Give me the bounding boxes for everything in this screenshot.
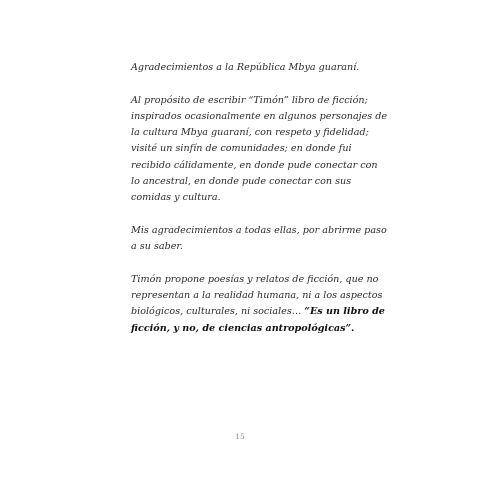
paragraph-line: a su saber. [131,241,183,253]
paragraph-line: inspirados ocasionalmente en algunos personajes de [131,110,388,122]
emphasis-quote: “Es un libro de [304,306,385,318]
paragraph-line: Mis agradecimientos a todas ellas, por abrirme paso [131,224,387,236]
paragraph-line: recibido cálidamente, en donde pude conectar con [131,159,378,171]
heading-line: Agradecimientos a la República Mbya guaraní. [131,62,360,73]
page-number: 15 [235,432,245,441]
acknowledgement-heading [131,60,371,76]
paragraph-line: Timón propone poesías y relatos de ficción, que no [131,273,379,285]
paragraph-line: visité un sinfín de comunidades; en donde fui [131,143,352,155]
paragraph-line: representan a la realidad humana, ni a los aspectos [131,290,383,302]
paragraph-line [131,304,385,320]
paragraph-line: Al propósito de escribir “Timón” libro de ficción; [131,94,368,106]
page-body [131,60,388,353]
emphasis-quote: ficción, y no, de ciencias antropológicas”. [131,322,355,334]
paragraph-thanks [131,223,387,256]
paragraph-line: lo ancestral, en donde pude conectar con sus [131,176,352,188]
paragraph-line: la cultura Mbya guaraní, con respeto y fidelidad; [131,127,369,139]
paragraph-text: biológicos, culturales, ni sociales… [131,306,305,318]
paragraph-line: comidas y cultura. [131,192,221,204]
paragraph-disclaimer [131,272,385,337]
paragraph-purpose [131,93,388,207]
